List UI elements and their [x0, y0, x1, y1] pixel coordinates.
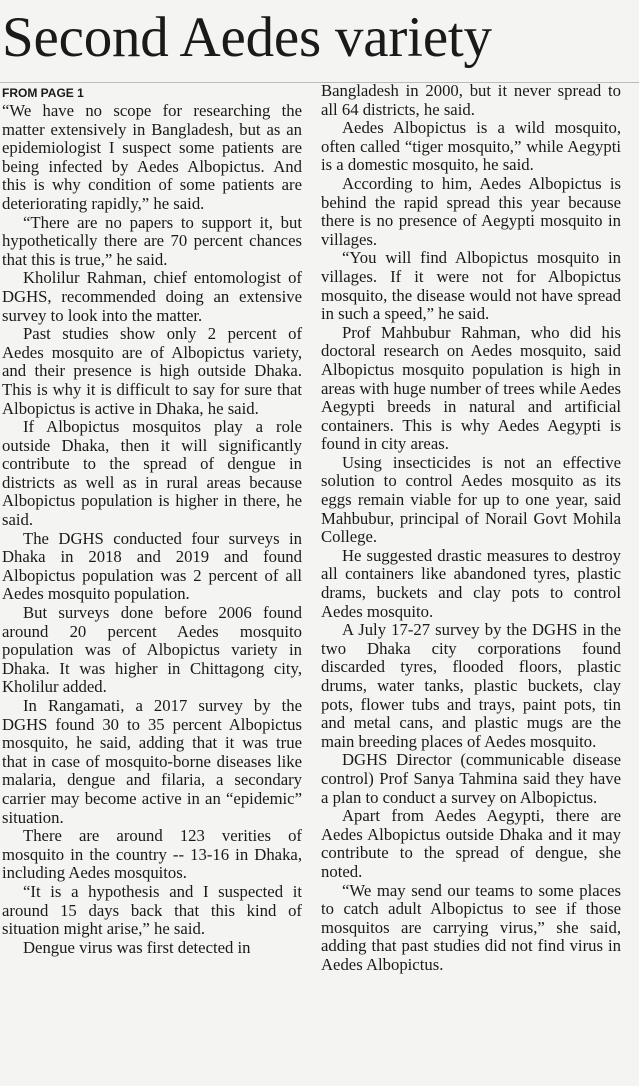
paragraph: “There are no papers to support it, but hypothetically there are 70 percent chances that this is true,” he said.	[2, 212, 302, 269]
left-column	[2, 84, 302, 957]
paragraph: The DGHS conducted four surveys in Dhaka in 2018 and 2019 and found Albopictus population was 2 percent of all Aedes mosquito population.	[2, 528, 302, 604]
paragraph: Apart from Aedes Aegypti, there are Aedes Albopictus outside Dhaka and it may contribute to the spread of dengue, she noted.	[321, 806, 621, 881]
paragraph: “You will find Albopictus mosquito in villages. If it were not for Albopictus mosquito, the disease would not have spread in such a speed,” he said.	[321, 248, 621, 324]
paragraph: “We may send our teams to some places to catch adult Albopictus to see if those mosquitos are carrying virus,” she said, adding that past studies did not find virus in Aedes Albopictus.	[321, 880, 621, 974]
paragraph: DGHS Director (communicable disease control) Prof Sanya Tahmina said they have a plan to conduct a survey on Albopictus.	[321, 750, 621, 807]
paragraph: Past studies show only 2 percent of Aedes mosquito are of Albopictus variety, and their presence is high outside Dhaka. This is why it is difficult to say for sure that Albopictus is active in Dhaka, he said.	[2, 324, 302, 418]
paragraph: A July 17-27 survey by the DGHS in the two Dhaka city corporations found discarded tyres, flooded floors, plastic drums, water tanks, plastic buckets, clay pots, flower tubs and trays, paint pots, tin and metal cans, and plastic mugs are the main breeding places of Aedes mosquito.	[321, 620, 621, 751]
paragraph: “It is a hypothesis and I suspected it around 15 days back that this kind of situation might arise,” he said.	[2, 881, 302, 939]
paragraph: He suggested drastic measures to destroy all containers like abandoned tyres, plastic drams, buckets and clay pots to control Aedes mosquito.	[321, 545, 621, 621]
paragraph: If Albopictus mosquitos play a role outside Dhaka, then it will significantly contribute to the spread of dengue in districts as well as in rural areas because Albopictus population is higher in there, he said.	[2, 417, 302, 530]
paragraph: There are around 123 verities of mosquito in the country -- 13-16 in Dhaka, including Aedes mosquitos.	[2, 826, 302, 883]
paragraph: “We have no scope for researching the matter extensively in Bangladesh, but as an epidemiologist I suspect some patients are being infected by Aedes Albopictus. And this is why condition of some patients are deteriorating rapidly,” he said.	[2, 101, 302, 213]
paragraph: But surveys done before 2006 found around 20 percent Aedes mosquito population was of Albopictus variety in Dhaka. It was higher in Chittagong city, Kholilur added.	[2, 603, 302, 697]
paragraph: Kholilur Rahman, chief entomologist of DGHS, recommended doing an extensive survey to look into the matter.	[2, 268, 302, 325]
jump-kicker: FROM PAGE 1	[2, 86, 84, 100]
paragraph: Aedes Albopictus is a wild mosquito, often called “tiger mosquito,” while Aegypti is a domestic mosquito, he said.	[321, 118, 621, 175]
headline: Second Aedes variety	[2, 6, 492, 69]
paragraph: Dengue virus was first detected in	[23, 937, 251, 957]
paragraph: According to him, Aedes Albopictus is behind the rapid spread this year because there is no presence of Aegypti mosquito in villages.	[321, 173, 621, 249]
paragraph: Using insecticides is not an effective solution to control Aedes mosquito as its eggs remain viable for up to one year, said Mahbubur, principal of Norail Govt Mohila College.	[321, 452, 621, 547]
paragraph: Prof Mahbubur Rahman, who did his doctoral research on Aedes mosquito, said Albopictus mosquito population is high in areas with huge number of trees while Aedes Aegypti breeds in natural and artificial containers. This is why Aedes Aegypti is found in city areas.	[321, 322, 621, 454]
right-column	[321, 82, 621, 975]
paragraph: Bangladesh in 2000, but it never spread to all 64 districts, he said.	[321, 81, 621, 119]
paragraph: In Rangamati, a 2017 survey by the DGHS found 30 to 35 percent Albopictus mosquito, he said, adding that it was true that in case of mosquito-borne diseases like malaria, dengue and filaria, a secondary carrier may become active in an “epidemic” situation.	[2, 696, 302, 827]
